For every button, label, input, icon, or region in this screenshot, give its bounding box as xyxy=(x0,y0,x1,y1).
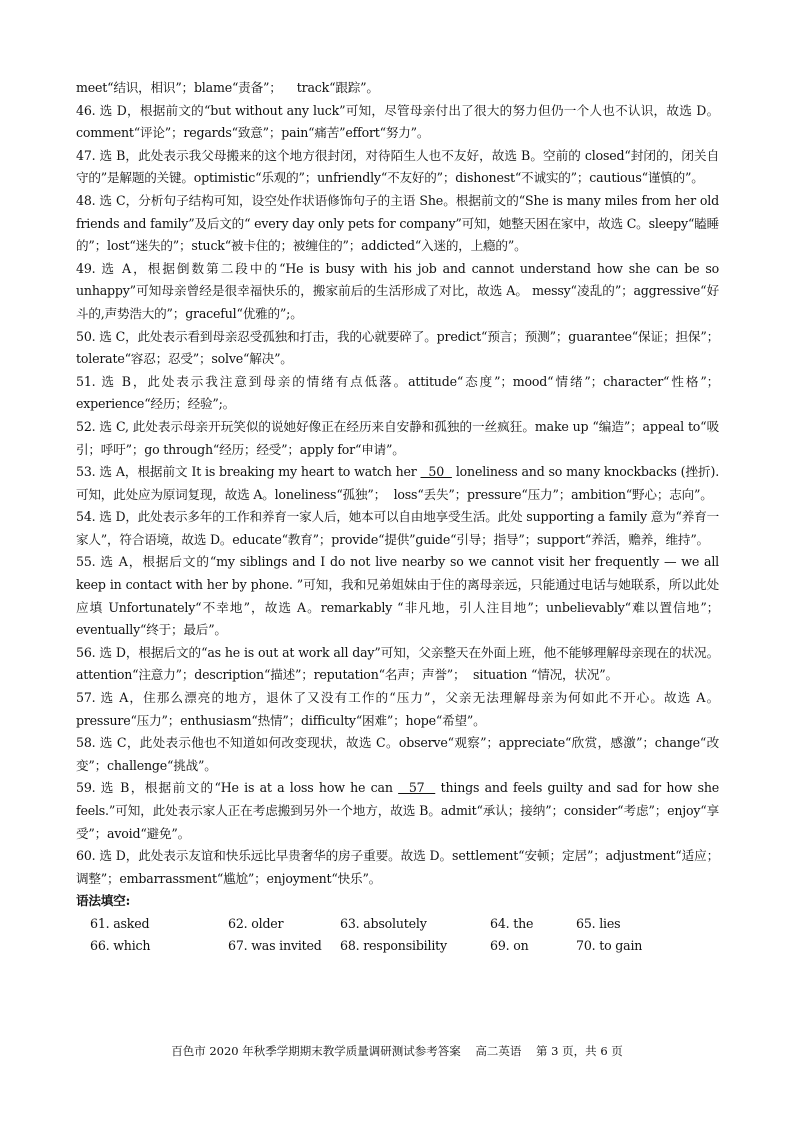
paragraph-57: 57. 选 A，住那么漂亮的地方，退休了又没有工作的“压力”，父亲无法理解母亲为何如此不开心。故选 A。pressure“压力”；enthusiasm“热情”；difficulty“困难”；hope“希望”。 xyxy=(76,690,719,728)
paragraph-49: 49. 选 A，根据倒数第二段中的“He is busy with his job and cannot understand how she can be so unhappy”可知母亲曾经是很幸福快乐的，搬家前后的生活形成了对比，故选 A。 messy“凌乱的”；aggressive“好斗的,声势浩大的”；graceful“优雅的”;。 xyxy=(76,260,723,321)
grammar-answer: 70. to gain xyxy=(576,937,643,953)
grammar-answer: 66. which xyxy=(90,937,151,953)
blank-50: 50 xyxy=(420,464,452,480)
paragraph-58: 58. 选 C，此处表示他也不知道如何改变现状，故选 C。observe“观察”；appreciate“欣赏，感激”；change“改变”；challenge“挑战”。 xyxy=(76,735,719,773)
paragraph-0: meet“结识，相识”；blame“责备”； track“跟踪”。 xyxy=(76,80,379,95)
paragraph-53: 53. 选 A，根据前文 It is breaking my heart to watch her 50 loneliness and so many knockbacks (挫折).可知，此处应为原词复现，故选 A。loneliness“孤独”； loss“丢失”；pressure“压力”；ambition“野心；志向”。 xyxy=(76,464,720,502)
footer-exam-title: 百色市 2020 年秋季学期期末教学质量调研测试参考答案 xyxy=(171,1044,461,1058)
paragraph-56: 56. 选 D，根据后文的“as he is out at work all day”可知，父亲整天在外面上班，他不能够理解母亲现在的状况。attention“注意力”；description“描述”；reputation“名声；声誉”； situation “情况，状况”。 xyxy=(76,644,719,683)
grammar-answer: 68. responsibility xyxy=(340,937,447,953)
paragraph-47: 47. 选 B，此处表示我父母搬来的这个地方很封闭，对待陌生人也不友好，故选 B。空前的 closed“封闭的，闭关自守的”是解题的关键。optimistic“乐观的”；unfriendly“不友好的”；dishonest“不诚实的”；cautious“谨慎的”。 xyxy=(76,147,719,186)
paragraph-46: 46. 选 D，根据前文的“but without any luck”可知，尽管母亲付出了很大的努力但仍一个人也不认识，故选 D。comment“评论”；regards“致意”；pain“痛苦”effort“努力”。 xyxy=(76,102,719,141)
grammar-answer: 67. was invited xyxy=(228,937,322,953)
grammar-answer: 63. absolutely xyxy=(340,915,427,931)
grammar-answer: 64. the xyxy=(490,915,534,931)
paragraph-54: 54. 选 D，此处表示多年的工作和养育一家人后，她本可以自由地享受生活。此处 supporting a family 意为“养育一家人”，符合语境，故选 D。educate“教育”；provide“提供”guide“引导；指导”；support“养活，赡养，维持”。 xyxy=(76,509,719,547)
paragraph-52: 52. 选 C, 此处表示母亲开玩笑似的说她好像正在经历来自安静和孤独的一丝疯狂。make up “编造”；appeal to“吸引；呼吁”；go through“经历；经受”；apply for“申请”。 xyxy=(76,418,719,457)
paragraph-59: 59. 选 B，根据前文的“He is at a loss how he can 57 things and feels guilty and sad for how she feels.”可知，此处表示家人正在考虑搬到另外一个地方，故选 B。admit“承认；接纳”；consider“考虑”；enjoy“享受”；avoid“避免”。 xyxy=(76,780,723,841)
paragraph-55: 55. 选 A，根据后文的“my siblings and I do not live nearby so we cannot visit her frequently — we all keep in contact with her by phone. ”可知，我和兄弟姐妹由于住的离母亲远，只能通过电话与她联系，所以此处应填 Unfortunately“不幸地”，故选 A。remarkably “非凡地，引人注目地”；unbelievably“难以置信地”；eventually“终于；最后”。 xyxy=(76,554,723,638)
grammar-answer: 62. older xyxy=(228,915,284,931)
paragraph-51: 51. 选 B，此处表示我注意到母亲的情绪有点低落。attitude“态度”；mood“情绪”；character“性格”；experience“经历；经验”;。 xyxy=(76,373,719,412)
paragraph-48: 48. 选 C，分析句子结构可知，设空处作状语修饰句子的主语 She。根据前文的“She is many miles from her old friends and family”及后文的“ every day only pets for company”可知，她整天困在家中，故选 C。sleepy“瞌睡的”；lost“迷失的”；stuck“被卡住的；被缠住的”；addicted“入迷的，上瘾的”。 xyxy=(76,192,723,254)
grammar-section-title: 语法填空: xyxy=(76,893,131,909)
page-footer xyxy=(0,1043,794,1059)
paragraph-60: 60. 选 D，此处表示友谊和快乐远比早贵奢华的房子重要。故选 D。settlement“安顿；定居”；adjustment“适应；调整”；embarrassment“尴尬”；enjoyment“快乐”。 xyxy=(76,848,719,886)
footer-subject: 高二英语 xyxy=(475,1044,522,1058)
grammar-answer: 61. asked xyxy=(90,915,150,931)
footer-page-number: 第 3 页，共 6 页 xyxy=(536,1044,623,1058)
blank-57: 57 xyxy=(398,780,436,796)
grammar-answer: 65. lies xyxy=(576,915,621,931)
grammar-answer: 69. on xyxy=(490,937,529,953)
grammar-answer-grid xyxy=(76,913,719,957)
answer-content xyxy=(76,77,723,957)
paragraph-50: 50. 选 C，此处表示看到母亲忍受孤独和打击，我的心就要碎了。predict“预言；预测”；guarantee“保证；担保”；tolerate“容忍；忍受”；solve“解决”。 xyxy=(76,328,719,367)
